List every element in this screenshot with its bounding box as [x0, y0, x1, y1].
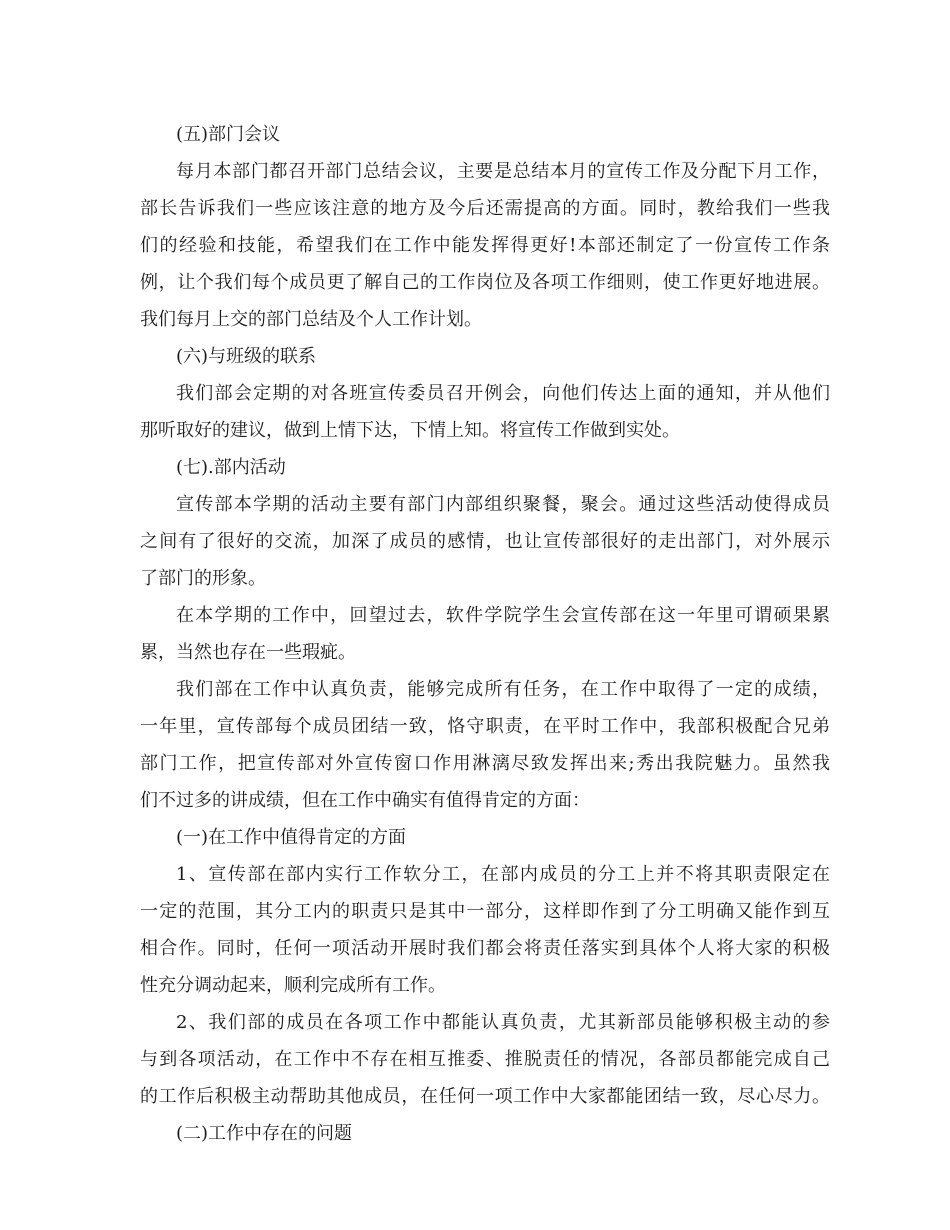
text-line: 每月本部门都召开部门总结会议，主要是总结本月的宣传工作及分配下月工作， — [176, 161, 830, 182]
paragraph — [140, 1004, 830, 1115]
text-line: 们的经验和技能，希望我们在工作中能发挥得更好!本部还制定了一份宣传工作条 — [140, 235, 830, 256]
section-heading: (二)工作中存在的问题 — [176, 1123, 353, 1144]
text-line: 我们每月上交的部门总结及个人工作计划。 — [140, 309, 482, 330]
section-heading: (五)部门会议 — [176, 124, 281, 145]
text-line: 之间有了很好的交流，加深了成员的感情，也让宣传部很好的走出部门，对外展示 — [140, 531, 830, 552]
paragraph — [140, 486, 830, 597]
text-line: 部长告诉我们一些应该注意的地方及今后还需提高的方面。同时，教给我们一些我 — [140, 198, 830, 219]
text-line: 相合作。同时，任何一项活动开展时我们都会将责任落实到具体个人将大家的积极 — [140, 938, 830, 959]
document-body — [140, 116, 830, 1152]
text-line: 2、我们部的成员在各项工作中都能认真负责，尤其新部员能够积极主动的参 — [176, 1012, 830, 1033]
paragraph — [140, 375, 830, 449]
text-line: 我们部在工作中认真负责，能够完成所有任务，在工作中取得了一定的成绩， — [176, 679, 830, 700]
paragraph — [140, 671, 830, 819]
text-line: 例，让个我们每个成员更了解自己的工作岗位及各项工作细则，使工作更好地进展。 — [140, 272, 830, 293]
section-heading: (一)在工作中值得肯定的方面 — [176, 827, 407, 848]
text-line: 了部门的形象。 — [140, 568, 266, 589]
text-line: 与到各项活动，在工作中不存在相互推委、推脱责任的情况，各部员都能完成自己 — [140, 1049, 830, 1070]
text-line: 们不过多的讲成绩，但在工作中确实有值得肯定的方面： — [140, 790, 590, 811]
text-line: 性充分调动起来，顺利完成所有工作。 — [140, 975, 446, 996]
paragraph — [140, 597, 830, 671]
text-line: 累，当然也存在一些瑕疵。 — [140, 642, 356, 663]
text-line: 部门工作，把宣传部对外宣传窗口作用淋漓尽致发挥出来;秀出我院魅力。虽然我 — [140, 753, 830, 774]
text-line: 一定的范围，其分工内的职责只是其中一部分，这样即作到了分工明确又能作到互 — [140, 901, 830, 922]
text-line: 我们部会定期的对各班宣传委员召开例会，向他们传达上面的通知，并从他们 — [176, 383, 830, 404]
paragraph — [140, 153, 830, 338]
paragraph — [140, 856, 830, 1004]
text-line: 那听取好的建议，做到上情下达，下情上知。将宣传工作做到实处。 — [140, 420, 680, 441]
section-heading: (六)与班级的联系 — [176, 346, 317, 367]
text-line: 在本学期的工作中，回望过去，软件学院学生会宣传部在这一年里可谓硕果累 — [176, 605, 830, 626]
text-line: 一年里，宣传部每个成员团结一致，恪守职责，在平时工作中，我部积极配合兄弟 — [140, 716, 830, 737]
text-line: 宣传部本学期的活动主要有部门内部组织聚餐，聚会。通过这些活动使得成员 — [176, 494, 830, 515]
section-heading: (七).部内活动 — [176, 457, 286, 478]
text-line: 的工作后积极主动帮助其他成员，在任何一项工作中大家都能团结一致，尽心尽力。 — [140, 1086, 830, 1107]
text-line: 1、宣传部在部内实行工作软分工，在部内成员的分工上并不将其职责限定在 — [176, 864, 830, 885]
